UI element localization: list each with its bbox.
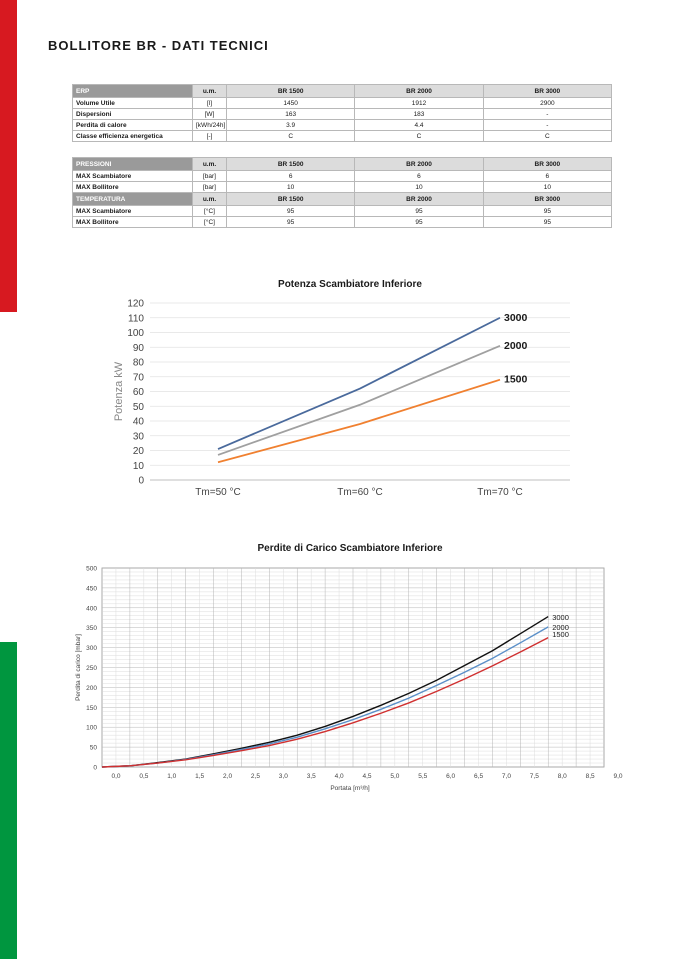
value-cell: C bbox=[483, 131, 611, 142]
section-header-cell: TEMPERATURA bbox=[73, 193, 193, 206]
header-cell: BR 2000 bbox=[355, 193, 483, 206]
series-label-2000: 2000 bbox=[504, 339, 528, 352]
y-tick-label: 10 bbox=[132, 460, 144, 472]
perdite-chart bbox=[0, 535, 678, 805]
table-row bbox=[73, 131, 612, 142]
table-header-row bbox=[73, 158, 612, 171]
y-tick-label: 60 bbox=[132, 387, 144, 398]
value-cell: [l] bbox=[193, 98, 227, 109]
header-cell: BR 3000 bbox=[483, 193, 611, 206]
y-tick-label: 100 bbox=[127, 328, 144, 339]
table-row bbox=[73, 182, 612, 193]
y-tick-label: 80 bbox=[132, 357, 144, 369]
row-label-cell: MAX Bollitore bbox=[73, 182, 193, 193]
table-header-row bbox=[73, 85, 612, 98]
x-tick-label: 5,5 bbox=[418, 773, 428, 780]
header-cell: BR 3000 bbox=[483, 85, 611, 98]
value-cell: 1912 bbox=[355, 98, 483, 109]
value-cell: 10 bbox=[483, 182, 611, 193]
value-cell: - bbox=[483, 120, 611, 131]
value-cell: 6 bbox=[483, 171, 611, 182]
chart-title: Potenza Scambiatore Inferiore bbox=[278, 279, 422, 290]
pressure-temperature-table bbox=[72, 157, 612, 228]
row-label-cell: Dispersioni bbox=[73, 109, 193, 120]
erp-table bbox=[72, 84, 612, 142]
header-cell: BR 3000 bbox=[483, 158, 611, 171]
x-tick-label: 7,5 bbox=[529, 773, 539, 780]
value-cell: - bbox=[483, 109, 611, 120]
header-cell: BR 1500 bbox=[227, 158, 355, 171]
series-label-2000: 2000 bbox=[552, 623, 569, 633]
y-tick-label: 0 bbox=[93, 764, 97, 772]
y-tick-label: 20 bbox=[132, 446, 144, 457]
header-cell: BR 1500 bbox=[227, 193, 355, 206]
value-cell: 95 bbox=[227, 206, 355, 217]
red-accent-bar bbox=[0, 0, 17, 312]
value-cell: [W] bbox=[193, 109, 227, 120]
y-tick-label: 70 bbox=[132, 372, 144, 384]
page-title: BOLLITORE BR - DATI TECNICI bbox=[48, 38, 269, 53]
table-row bbox=[73, 120, 612, 131]
value-cell: 2900 bbox=[483, 98, 611, 109]
table-row bbox=[73, 217, 612, 228]
value-cell: 10 bbox=[227, 182, 355, 193]
y-tick-label: 110 bbox=[128, 313, 144, 325]
value-cell: 95 bbox=[227, 217, 355, 228]
section-header-cell: ERP bbox=[73, 85, 193, 98]
potenza-chart bbox=[0, 270, 678, 510]
x-tick-label: 0,5 bbox=[139, 773, 149, 780]
y-tick-label: 150 bbox=[86, 704, 97, 712]
value-cell: 95 bbox=[483, 217, 611, 228]
series-label-3000: 3000 bbox=[552, 613, 569, 623]
value-cell: 95 bbox=[355, 206, 483, 217]
table-row bbox=[73, 98, 612, 109]
value-cell: 183 bbox=[355, 109, 483, 120]
header-cell: BR 1500 bbox=[227, 85, 355, 98]
value-cell: 4.4 bbox=[355, 120, 483, 131]
row-label-cell: Volume Utile bbox=[73, 98, 193, 109]
y-tick-label: 120 bbox=[127, 298, 144, 310]
header-cell: u.m. bbox=[193, 85, 227, 98]
row-label-cell: Classe efficienza energetica bbox=[73, 131, 193, 142]
x-tick-label: 4,0 bbox=[334, 773, 344, 780]
y-axis-label: Potenza kW bbox=[113, 361, 125, 422]
x-tick-label: 2,0 bbox=[223, 773, 233, 780]
table-row bbox=[73, 171, 612, 182]
chart-title: Perdite di Carico Scambiatore Inferiore bbox=[257, 543, 443, 554]
value-cell: 6 bbox=[355, 171, 483, 182]
table-row bbox=[73, 206, 612, 217]
y-tick-label: 40 bbox=[132, 416, 144, 428]
x-tick-label: 1,0 bbox=[167, 773, 177, 780]
y-tick-label: 200 bbox=[86, 684, 97, 692]
y-tick-label: 50 bbox=[132, 401, 144, 413]
x-tick-label: 1,5 bbox=[195, 773, 205, 780]
series-line-3000 bbox=[218, 318, 500, 449]
value-cell: 3.9 bbox=[227, 120, 355, 131]
y-tick-label: 100 bbox=[86, 724, 97, 732]
series-label-1500: 1500 bbox=[504, 373, 528, 386]
x-tick-label: Tm=60 °C bbox=[337, 487, 383, 498]
row-label-cell: MAX Bollitore bbox=[73, 217, 193, 228]
y-axis-label: Perdita di carico [mbar] bbox=[75, 634, 82, 701]
series-label-3000: 3000 bbox=[504, 311, 528, 324]
x-tick-label: 3,5 bbox=[306, 773, 316, 780]
x-tick-label: 2,5 bbox=[250, 773, 260, 780]
section-header-cell: PRESSIONI bbox=[73, 158, 193, 171]
y-tick-label: 50 bbox=[89, 744, 97, 752]
value-cell: 163 bbox=[227, 109, 355, 120]
header-cell: u.m. bbox=[193, 158, 227, 171]
value-cell: 6 bbox=[227, 171, 355, 182]
value-cell: C bbox=[355, 131, 483, 142]
x-tick-label: 7,0 bbox=[501, 773, 511, 780]
y-tick-label: 30 bbox=[132, 431, 144, 443]
value-cell: 95 bbox=[483, 206, 611, 217]
value-cell: [°C] bbox=[193, 217, 227, 228]
header-cell: BR 2000 bbox=[355, 85, 483, 98]
header-cell: BR 2000 bbox=[355, 158, 483, 171]
value-cell: 1450 bbox=[227, 98, 355, 109]
value-cell: [°C] bbox=[193, 206, 227, 217]
row-label-cell: MAX Scambiatore bbox=[73, 171, 193, 182]
value-cell: [bar] bbox=[193, 171, 227, 182]
value-cell: 95 bbox=[355, 217, 483, 228]
x-tick-label: 9,0 bbox=[613, 773, 623, 780]
x-tick-label: 6,0 bbox=[446, 773, 456, 780]
y-tick-label: 400 bbox=[86, 605, 97, 613]
x-tick-label: 0,0 bbox=[111, 773, 121, 780]
value-cell: C bbox=[227, 131, 355, 142]
x-tick-label: 8,0 bbox=[557, 773, 567, 780]
x-tick-label: 3,0 bbox=[278, 773, 288, 780]
y-tick-label: 250 bbox=[86, 665, 97, 672]
y-tick-label: 500 bbox=[86, 565, 97, 573]
row-label-cell: Perdita di calore bbox=[73, 120, 193, 131]
x-tick-label: 5,0 bbox=[390, 773, 400, 780]
series-label-1500: 1500 bbox=[552, 630, 569, 640]
y-tick-label: 0 bbox=[138, 475, 144, 487]
x-tick-label: Tm=50 °C bbox=[195, 487, 241, 498]
x-axis-label: Portata [m³/h] bbox=[330, 785, 370, 792]
value-cell: [-] bbox=[193, 131, 227, 142]
y-tick-label: 350 bbox=[86, 625, 97, 633]
x-tick-label: 8,5 bbox=[585, 773, 595, 780]
table-header-row bbox=[73, 193, 612, 206]
value-cell: 10 bbox=[355, 182, 483, 193]
header-cell: u.m. bbox=[193, 193, 227, 206]
table-row bbox=[73, 109, 612, 120]
x-tick-label: Tm=70 °C bbox=[477, 487, 523, 498]
value-cell: [bar] bbox=[193, 182, 227, 193]
y-tick-label: 300 bbox=[86, 645, 97, 653]
x-tick-label: 6,5 bbox=[474, 773, 484, 780]
row-label-cell: MAX Scambiatore bbox=[73, 206, 193, 217]
y-tick-label: 90 bbox=[132, 342, 144, 354]
y-tick-label: 450 bbox=[86, 585, 97, 593]
value-cell: [kWh/24h] bbox=[193, 120, 227, 131]
x-tick-label: 4,5 bbox=[362, 773, 372, 780]
